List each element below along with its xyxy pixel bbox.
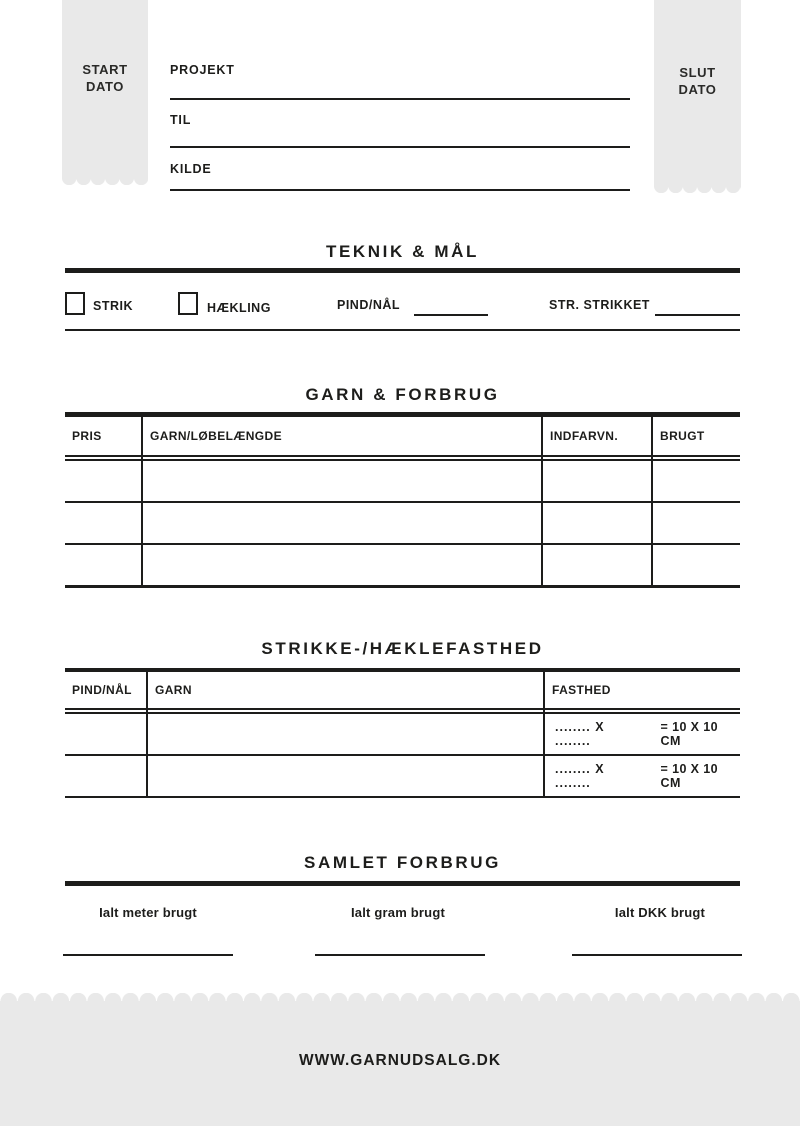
fasthed-table-row xyxy=(65,756,740,796)
garn-section-title: GARN & FORBRUG xyxy=(305,385,500,404)
garn-table-row xyxy=(65,503,740,545)
samlet-top-rule xyxy=(65,881,740,886)
website-url: WWW.GARNUDSALG.DK xyxy=(298,1052,502,1069)
fasthed-cell-pind-2[interactable] xyxy=(65,756,148,796)
fasthed-col-pind-naal: PIND/NÅL xyxy=(65,672,148,708)
teknik-bottom-rule xyxy=(65,329,740,331)
garn-cell-pris-3[interactable] xyxy=(65,545,143,585)
fasthed-table-header-row xyxy=(65,672,740,708)
garn-cell-pris-2[interactable] xyxy=(65,503,143,543)
ialt-dkk-label: Ialt DKK brugt xyxy=(614,905,706,920)
start-date-ribbon xyxy=(62,0,148,178)
garn-col-loebelaengde: GARN/LØBELÆNGDE xyxy=(143,417,543,455)
haekling-checkbox[interactable] xyxy=(178,292,198,315)
garn-cell-indfarvn-2[interactable] xyxy=(543,503,653,543)
garn-cell-indfarvn-1[interactable] xyxy=(543,461,653,501)
garn-cell-brugt-2[interactable] xyxy=(653,503,740,543)
end-date-ribbon xyxy=(654,0,741,186)
teknik-section-title: TEKNIK & MÅL xyxy=(325,242,480,261)
pind-naal-write-line[interactable] xyxy=(414,314,488,316)
gauge-dots-1: ........ X ........ xyxy=(555,720,605,748)
fasthed-cell-garn-1[interactable] xyxy=(148,714,545,754)
til-label: TIL xyxy=(170,113,192,127)
ialt-meter-label: Ialt meter brugt xyxy=(99,905,197,920)
end-date-label-line1: SLUT xyxy=(679,65,716,80)
end-date-label-line2: DATO xyxy=(678,82,717,97)
garn-cell-garn-1[interactable] xyxy=(143,461,543,501)
strik-checkbox-label: STRIK xyxy=(93,299,133,313)
garn-cell-brugt-1[interactable] xyxy=(653,461,740,501)
garn-table-row xyxy=(65,545,740,585)
footer-scalloped-edge xyxy=(0,993,800,1001)
pind-naal-label: PIND/NÅL xyxy=(337,298,401,312)
ialt-gram-write-line[interactable] xyxy=(315,954,485,956)
projekt-label: PROJEKT xyxy=(170,63,235,77)
samlet-section-title: SAMLET FORBRUG xyxy=(304,853,501,872)
kilde-label: KILDE xyxy=(170,162,212,176)
str-strikket-write-line[interactable] xyxy=(655,314,740,316)
garn-table-row xyxy=(65,461,740,503)
ialt-gram-label: Ialt gram brugt xyxy=(350,905,445,920)
garn-cell-garn-2[interactable] xyxy=(143,503,543,543)
garn-forbrug-table xyxy=(65,412,740,588)
kilde-write-line[interactable] xyxy=(170,189,630,191)
garn-col-indfarvn: INDFARVN. xyxy=(543,417,653,455)
garn-col-brugt: BRUGT xyxy=(660,429,705,443)
garn-col-pris: PRIS xyxy=(65,417,143,455)
fasthed-cell-gauge-2[interactable] xyxy=(545,756,740,796)
haekling-checkbox-label: HÆKLING xyxy=(207,301,271,315)
start-date-label-line2: DATO xyxy=(85,79,125,94)
garn-table-header-row xyxy=(65,417,740,455)
fasthed-table-row xyxy=(65,714,740,756)
footer xyxy=(0,1001,800,1126)
fasthed-cell-pind-1[interactable] xyxy=(65,714,148,754)
fasthed-section-title: STRIKKE-/HÆKLEFASTHED xyxy=(261,639,544,658)
garn-cell-indfarvn-3[interactable] xyxy=(543,545,653,585)
til-write-line[interactable] xyxy=(170,146,630,148)
gauge-result-1: = 10 X 10 CM xyxy=(660,720,718,748)
fasthed-cell-gauge-1[interactable] xyxy=(545,714,740,754)
fasthed-col-garn: GARN xyxy=(148,672,545,708)
projekt-write-line[interactable] xyxy=(170,98,630,100)
fasthed-table xyxy=(65,668,740,798)
garn-cell-pris-1[interactable] xyxy=(65,461,143,501)
fasthed-col-fasthed: FASTHED xyxy=(552,683,611,697)
garn-cell-garn-3[interactable] xyxy=(143,545,543,585)
fasthed-cell-garn-2[interactable] xyxy=(148,756,545,796)
ialt-dkk-write-line[interactable] xyxy=(572,954,742,956)
garn-cell-brugt-3[interactable] xyxy=(653,545,740,585)
teknik-top-rule xyxy=(65,268,740,273)
start-date-label-line1: START xyxy=(82,62,128,77)
str-strikket-label: STR. STRIKKET xyxy=(549,298,650,312)
gauge-result-2: = 10 X 10 CM xyxy=(660,762,718,790)
strik-checkbox[interactable] xyxy=(65,292,85,315)
gauge-dots-2: ........ X ........ xyxy=(555,762,605,790)
ialt-meter-write-line[interactable] xyxy=(63,954,233,956)
